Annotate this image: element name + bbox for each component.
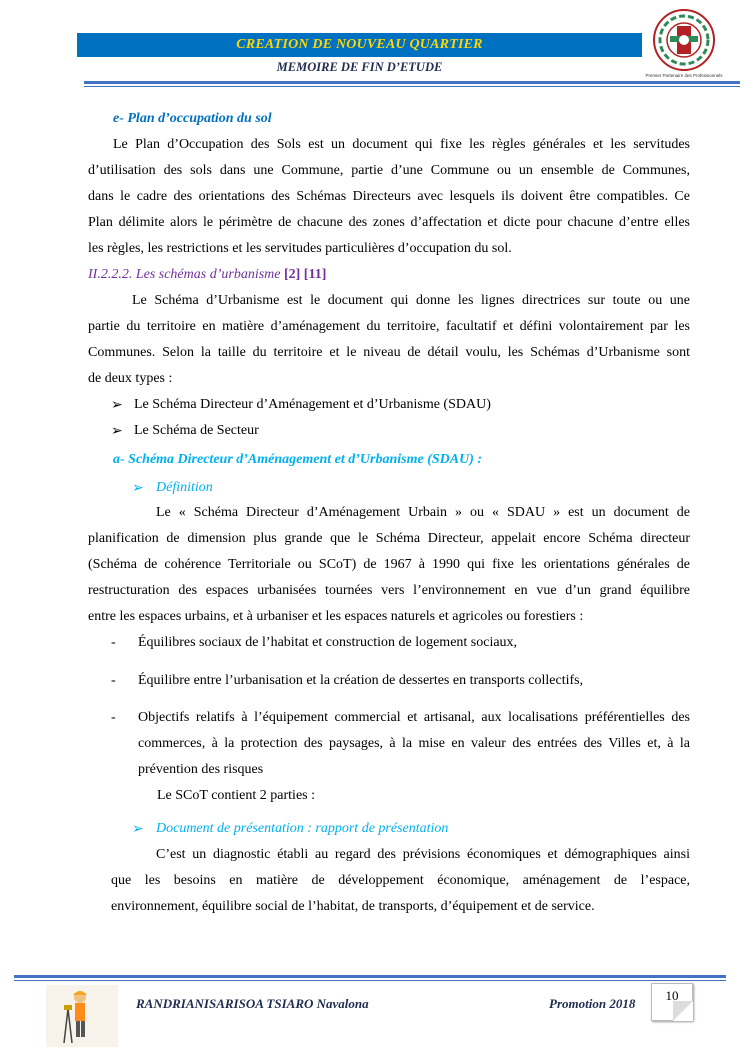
paragraph-line: d’utilisation des sols dans une Commune, partie d’une Commune ou un ensemble de Communes, <box>88 163 690 178</box>
paragraph-line: planification de dimension plus grande que le Schéma Directeur, appelait encore Schéma directeur <box>88 531 690 546</box>
paragraph-line: partie du territoire en matière d’aménagement du territoire, facultatif et défini volontairement par les <box>88 319 690 334</box>
page-number <box>651 983 693 1021</box>
bullet-marker: ➢ <box>132 481 144 496</box>
paragraph-line: Plan délimite alors le périmètre de chacune des zones d’affectation et dicte pour chacune d’entre elles <box>88 215 690 230</box>
paragraph-line: entre les espaces urbains, et à urbaniser et les espaces naturels et agricoles ou forestiers : <box>88 609 584 624</box>
dash-item: Équilibres sociaux de l’habitat et construction de logement sociaux, <box>138 635 518 650</box>
document-label: Document de présentation : rapport de présentation <box>156 821 449 836</box>
logo-caption: Premier Partenaire des Professionnels <box>645 73 723 78</box>
dash-marker: - <box>111 673 116 688</box>
page-number-value: 10 <box>665 988 679 1003</box>
paragraph-line: de deux types : <box>88 371 173 386</box>
dash-item-line: commerces, à la protection des paysages, à la mise en valeur des entrées des Villes et, à la <box>138 736 690 751</box>
scot-line: Le SCoT contient 2 parties : <box>157 788 315 803</box>
paragraph-line: les règles, les restrictions et les servitudes particulières d’occupation du sol. <box>88 241 512 256</box>
bullet-item: Le Schéma de Secteur <box>134 423 259 438</box>
page-fold <box>673 1001 693 1021</box>
header-title: CREATION DE NOUVEAU QUARTIER <box>77 33 642 57</box>
footer-rule <box>14 975 726 978</box>
paragraph-line: dans le cadre des orientations des Schémas Directeurs avec lesquels ils doivent être compatibles. Ce <box>88 189 690 204</box>
paragraph-line: restructuration des espaces urbanisées tournées vers l’environnement en vue d’un grand équilibre <box>88 583 690 598</box>
footer-rule-thin <box>14 980 726 981</box>
bullet-marker: ➢ <box>111 424 123 439</box>
paragraph-line: Le Plan d’Occupation des Sols est un document qui fixe les règles générales et les servitudes <box>113 137 690 152</box>
dash-marker: - <box>111 635 116 650</box>
section-e-heading: e- Plan d’occupation du sol <box>113 111 272 126</box>
dash-marker: - <box>111 710 116 725</box>
footer-promotion: Promotion 2018 <box>549 996 636 1011</box>
paragraph-line: (Schéma de cohérence Territoriale ou SCoT) de 1967 à 1990 qui fixe les orientations générales de <box>88 557 690 572</box>
section-ii-heading <box>88 267 326 283</box>
section-a-heading: a- Schéma Directeur d’Aménagement et d’Urbanisme (SDAU) : <box>113 452 483 467</box>
dash-item: Équilibre entre l’urbanisation et la création de dessertes en transports collectifs, <box>138 673 584 688</box>
definition-label: Définition <box>156 480 213 495</box>
bullet-item: Le Schéma Directeur d’Aménagement et d’Urbanisme (SDAU) <box>134 397 491 412</box>
paragraph-line: Communes. Selon la taille du territoire et le niveau de détail voulu, les Schémas d’Urbanisme sont <box>88 345 690 360</box>
header-rule-thin <box>84 86 740 87</box>
paragraph-line: Le « Schéma Directeur d’Aménagement Urbain » ou « SDAU » est un document de <box>156 505 690 520</box>
paragraph-line: que les besoins en matière de développement économique, aménagement de l’espace, <box>111 873 690 888</box>
paragraph-line: Le Schéma d’Urbanisme est le document qui donne les lignes directrices sur toute ou une <box>132 293 690 308</box>
section-ii-refs: [2] [11] <box>283 267 327 282</box>
bullet-marker: ➢ <box>132 822 144 837</box>
dash-item-line: Objectifs relatifs à l’équipement commercial et artisanal, aux localisations préférentielles des <box>138 710 690 725</box>
institution-logo-icon <box>640 6 728 82</box>
paragraph-line: C’est un diagnostic établi au regard des prévisions économiques et démographiques ainsi <box>156 847 690 862</box>
paragraph-line: environnement, équilibre social de l’habitat, de transports, d’équipement et de service. <box>111 899 595 914</box>
surveyor-icon <box>46 985 118 1047</box>
dash-item-line: prévention des risques <box>138 762 264 777</box>
bullet-marker: ➢ <box>111 398 123 413</box>
section-ii-title: II.2.2.2. Les schémas d’urbanisme <box>88 267 281 282</box>
header-subtitle: MEMOIRE DE FIN D’ETUDE <box>276 60 443 74</box>
footer-author: RANDRIANISARISOA TSIARO Navalona <box>136 996 369 1011</box>
